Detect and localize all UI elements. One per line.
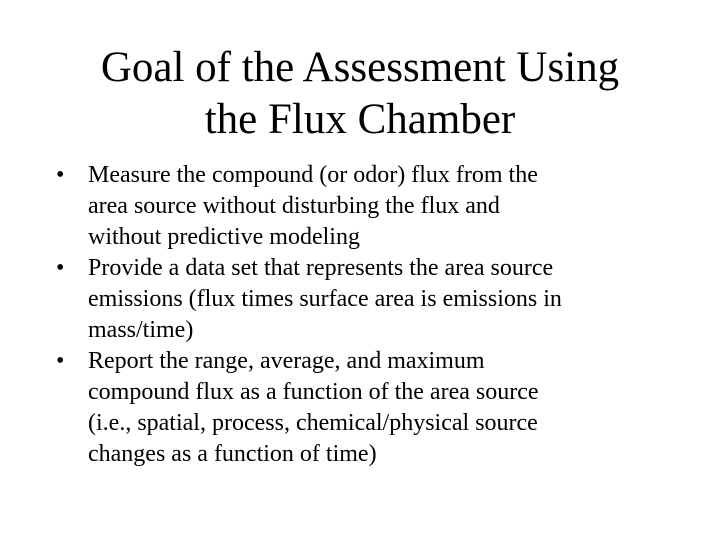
bullet-line: mass/time)	[88, 317, 194, 343]
bullet-icon: •	[56, 255, 65, 281]
bullet-line: emissions (flux times surface area is emissions in	[88, 286, 562, 312]
bullet-line: Provide a data set that represents the area source	[88, 255, 554, 281]
bullet-item	[54, 253, 664, 346]
bullet-text	[88, 253, 664, 346]
bullet-line: (i.e., spatial, process, chemical/physical source	[88, 410, 538, 436]
bullet-icon: •	[56, 162, 65, 188]
bullet-text	[88, 346, 664, 470]
bullet-icon: •	[56, 348, 65, 374]
bullet-line: Measure the compound (or odor) flux from the	[88, 162, 538, 188]
bullet-line: area source without disturbing the flux and	[88, 193, 500, 219]
bullet-list	[54, 160, 664, 470]
bullet-line: changes as a function of time)	[88, 441, 377, 467]
slide-title	[60, 42, 660, 146]
bullet-item	[54, 346, 664, 470]
bullet-line: without predictive modeling	[88, 224, 360, 250]
slide-title-line: Goal of the Assessment Using	[100, 44, 620, 91]
bullet-line: Report the range, average, and maximum	[88, 348, 485, 374]
bullet-line: compound flux as a function of the area source	[88, 379, 539, 405]
slide-title-line: the Flux Chamber	[204, 96, 516, 143]
bullet-item	[54, 160, 664, 253]
bullet-text	[88, 160, 664, 253]
